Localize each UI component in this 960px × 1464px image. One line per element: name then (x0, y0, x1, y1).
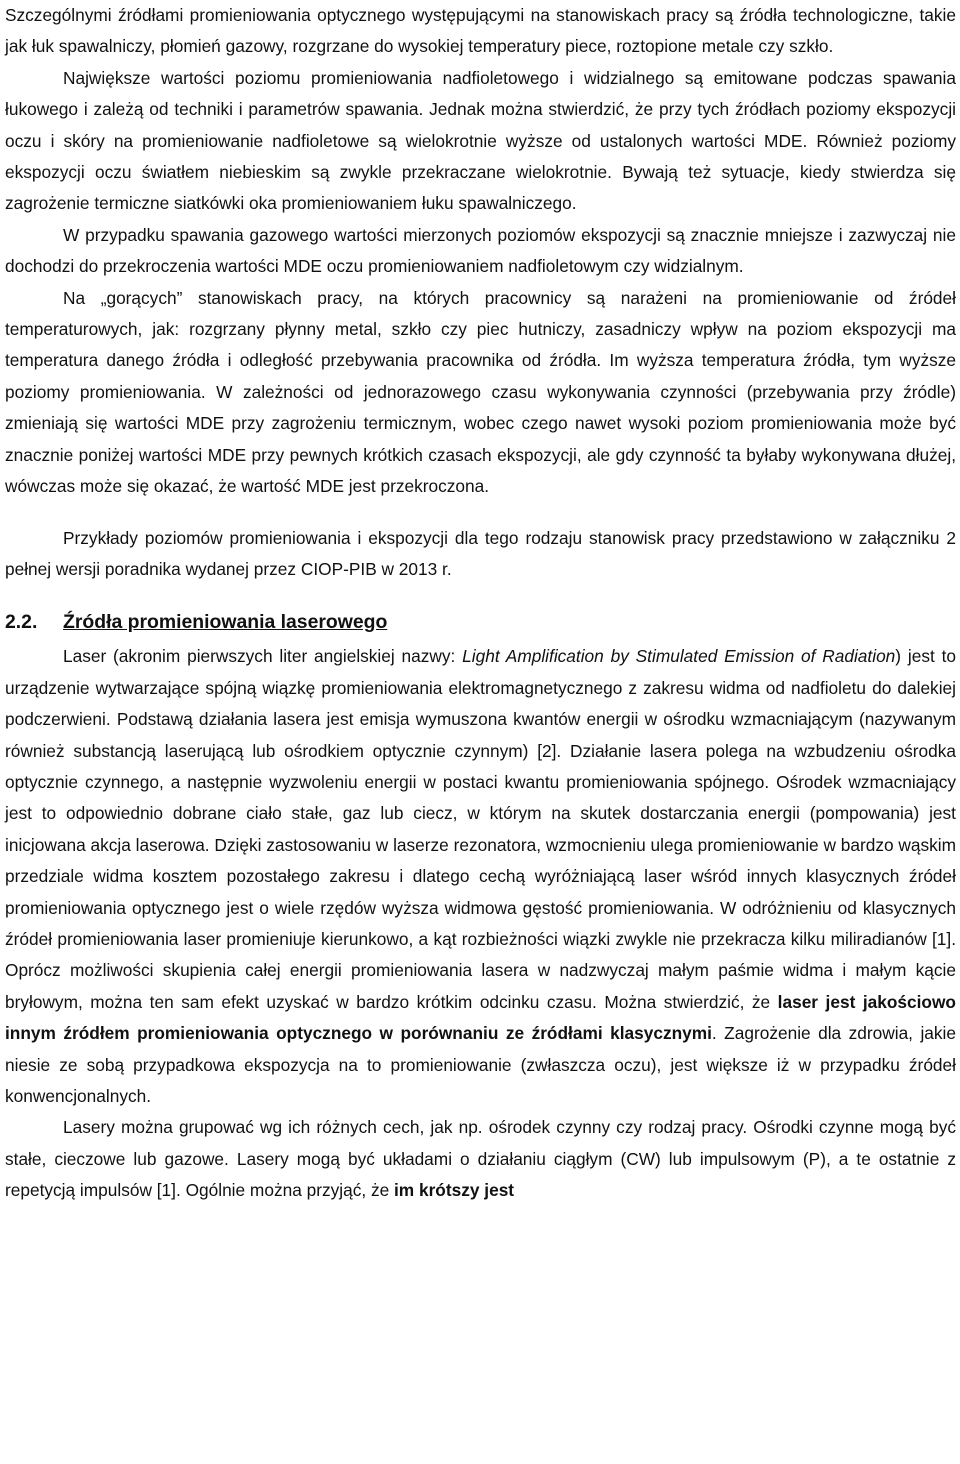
emphasized-statement: laser jest jakościowo innym źródłem promieniowania optycznego w porównaniu ze źródłami klasycznymi (5, 991, 956, 1044)
section-heading (5, 605, 956, 639)
paragraph-text: Laser (akronim pierwszych liter angielskiej nazwy: (63, 646, 463, 667)
paragraph-text: Przykłady poziomów promieniowania i ekspozycji dla tego rodzaju stanowisk pracy przedstawiono w załączniku 2 pełnej wersji poradnika wydanej przez CIOP-PIB w 2013 r. (5, 527, 956, 579)
paragraph-text: Lasery można grupować wg ich różnych cech, jak np. ośrodek czynny czy rodzaj pracy. Ośrodki czynne mogą być stałe, cieczowe lub gazowe. Lasery mogą być układami o działaniu ciągłym (CW) lub impulsowym (P), a te ostatnie z repetycją impulsów [1]. Ogólnie można przyjąć, że (5, 1117, 956, 1201)
paragraph-examples-reference (5, 523, 956, 586)
emphasized-statement: im krótszy jest (394, 1180, 515, 1201)
paragraph-text: ) jest to urządzenie wytwarzające spójną wiązkę promieniowania elektromagnetycznego z zakresu widma od nadfioletu do dalekiej podczerwieni. Podstawą działania lasera jest emisja wymuszona kwantów energii w ośrodku wzmacniającym (nazywanym również substancją laserującą lub ośrodkiem optycznie czynnym) [2]. Działanie lasera polega na wzbudzeniu ośrodka optycznie czynnego, a następnie wyzwoleniu energii w postaci kwantu promieniowania spójnego. Ośrodek wzmacniający jest to odpowiednio dobrane ciało stałe, gaz lub ciecz, w którym na skutek dostarczania energii (pompowania) jest inicjowana akcja laserowa. Dzięki zastosowaniu w laserze rezonatora, wzmocnieniu ulega promieniowanie w bardzo wąskim przedziale widma kosztem pozostałego zakresu i dlatego cechą wyróżniającą laser wśród innych klasycznych źródeł promieniowania optycznego jest o wiele rzędów wyższa widmowa gęstość promieniowania. W odróżnieniu od klasycznych źródeł promieniowania laser promieniuje kierunkowo, a kąt rozbieżności wiązki zwykle nie przekracza kilku miliradianów [1]. Oprócz możliwości skupienia całej energii promieniowania lasera w nadzwyczaj małym paśmie widma i małym kącie bryłowym, można ten sam efekt uzyskać w bardzo krótkim odcinku czasu. Można stwierdzić, że (5, 646, 956, 1012)
paragraph-text: . Zagrożenie dla zdrowia, jakie niesie ze sobą przypadkowa ekspozycja na to promieniowanie (zwłaszcza oczu), jest większe iż w przypadku źródeł konwencjonalnych. (5, 1023, 956, 1106)
paragraph-text: Na „gorących” stanowiskach pracy, na których pracownicy są narażeni na promieniowanie od źródeł temperaturowych, jak: rozgrzany płynny metal, szkło czy piec hutniczy, zasadniczy wpływ na poziom ekspozycji ma temperatura danego źródła i odległość przebywania pracownika od źródła. Im wyższa temperatura źródła, tym wyższe poziomy promieniowania. W zależności od jednorazowego czasu wykonywania czynności (przebywania przy źródle) zmieniają się wartości MDE przy zagrożeniu termicznym, wobec czego nawet wysoki poziom promieniowania może być znacznie poniżej wartości MDE przy pewnych krótkich czasach ekspozycji, ale gdy czynność ta byłaby wykonywana dłużej, wówczas może się okazać, że wartość MDE jest przekroczona. (5, 287, 956, 497)
paragraph-arc-welding (5, 63, 956, 220)
paragraph-technological-sources (5, 0, 956, 63)
paragraph-hot-workplaces (5, 283, 956, 503)
paragraph-laser-grouping (5, 1112, 956, 1206)
paragraph-gas-welding (5, 220, 956, 283)
paragraph-laser-definition (5, 641, 956, 1112)
laser-acronym-expansion: Light Amplification by Stimulated Emission of Radiation (462, 646, 896, 667)
paragraph-text: W przypadku spawania gazowego wartości mierzonych poziomów ekspozycji są znacznie mniejsze i zazwyczaj nie dochodzi do przekroczenia wartości MDE oczu promieniowaniem nadfioletowym czy widzialnym. (5, 224, 956, 277)
paragraph-text: Szczególnymi źródłami promieniowania optycznego występującymi na stanowiskach pracy są źródła technologiczne, takie jak łuk spawalniczy, płomień gazowy, rozgrzane do wysokiej temperatury piece, roztopione metale czy szkło. (5, 5, 956, 57)
paragraph-text: Największe wartości poziomu promieniowania nadfioletowego i widzialnego są emitowane podczas spawania łukowego i zależą od techniki i parametrów spawania. Jednak można stwierdzić, że przy tych źródłach poziomy ekspozycji oczu i skóry na promieniowanie nadfioletowe są wielokrotnie wyższe od ustalonych wartości MDE. Również poziomy ekspozycji oczu światłem niebieskim są zwykle przekraczane wielokrotnie. Bywają też sytuacje, kiedy stwierdza się zagrożenie termiczne siatkówki oka promieniowaniem łuku spawalniczego. (5, 67, 956, 214)
document-page (5, 0, 956, 1207)
section-number: 2.2. (5, 611, 38, 634)
section-title: Źródła promieniowania laserowego (63, 611, 388, 634)
